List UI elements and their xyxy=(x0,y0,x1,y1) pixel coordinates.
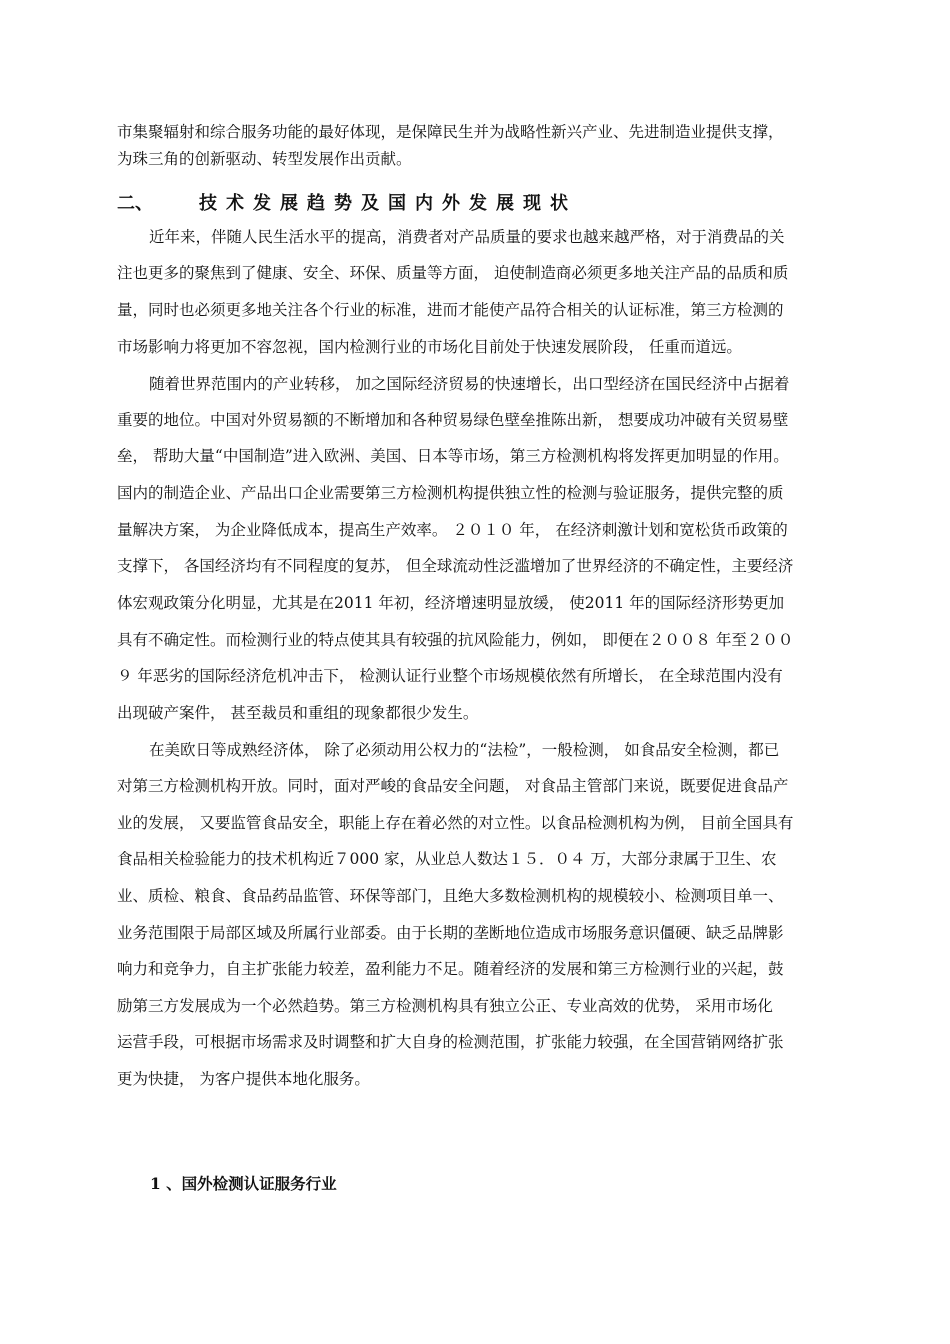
paragraph2-line-10: 出现破产案件， 甚至裁员和重组的现象都很少发生。 xyxy=(117,704,479,722)
paragraph3-line-2: 对第三方检测机构开放。同时，面对严峻的食品安全问题， 对食品主管部门来说，既要促进食品产 xyxy=(117,777,789,795)
paragraph3-line-6: 业务范围限于局部区域及所属行业部委。由于长期的垄断地位造成市场服务意识僵硬、缺乏品牌影 xyxy=(117,924,784,942)
intro-line-1: 市集聚辐射和综合服务功能的最好体现，是保障民生并为战略性新兴产业、先进制造业提供支撑， xyxy=(117,123,784,141)
paragraph1-line-4: 市场影响力将更加不容忽视，国内检测行业的市场化目前处于快速发展阶段， 任重而道远。 xyxy=(117,338,742,356)
paragraph2-line-4: 国内的制造企业、产品出口企业需要第三方检测机构提供独立性的检测与验证服务，提供完整的质 xyxy=(117,484,784,502)
paragraph3-line-7: 响力和竞争力，自主扩张能力较差，盈利能力不足。随着经济的发展和第三方检测行业的兴起，鼓 xyxy=(117,960,784,978)
paragraph1-line-3: 量，同时也必须更多地关注各个行业的标准，进而才能使产品符合相关的认证标准，第三方检测的 xyxy=(117,301,784,319)
paragraph2-line-3: 垒， 帮助大量“中国制造”进入欧洲、美国、日本等市场，第三方检测机构将发挥更加明显的作用。 xyxy=(117,447,789,465)
paragraph3-line-3: 业的发展， 又要监管食品安全，职能上存在着必然的对立性。以食品检测机构为例， 目前全国具有 xyxy=(117,814,794,832)
paragraph3-line-4: 食品相关检验能力的技术机构近７000 家，从业总人数达１５．０４ 万，大部分隶属于卫生、农 xyxy=(117,850,777,868)
paragraph3-line-5: 业、质检、粮食、食品药品监管、环保等部门，且绝大多数检测机构的规模较小、检测项目单一、 xyxy=(117,887,784,905)
paragraph2-line-6: 支撑下， 各国经济均有不同程度的复苏， 但全球流动性泛滥增加了世界经济的不确定性，主要经济 xyxy=(117,557,794,575)
paragraph3-line-9: 运营手段，可根据市场需求及时调整和扩大自身的检测范围，扩张能力较强，在全国营销网络扩张 xyxy=(117,1033,784,1051)
paragraph2-line-8: 具有不确定性。而检测行业的特点使其具有较强的抗风险能力，例如， 即便在２００８ 年至２００ xyxy=(117,631,794,649)
paragraph1-line-1: 近年来，伴随人民生活水平的提高，消费者对产品质量的要求也越来越严格，对于消费品的关 xyxy=(149,228,785,246)
intro-line-2: 为珠三角的创新驱动、转型发展作出贡献。 xyxy=(117,150,412,168)
section-number: 二、 xyxy=(117,193,153,214)
paragraph1-line-2: 注也更多的聚焦到了健康、安全、环保、质量等方面， 迫使制造商必须更多地关注产品的品质和质 xyxy=(117,264,789,282)
paragraph3-line-8: 励第三方发展成为一个必然趋势。第三方检测机构具有独立公正、专业高效的优势， 采用市场化 xyxy=(117,997,773,1015)
paragraph3-line-10: 更为快捷， 为客户提供本地化服务。 xyxy=(117,1070,370,1088)
section-heading xyxy=(117,192,577,216)
paragraph2-line-9: ９ 年恶劣的国际经济危机冲击下， 检测认证行业整个市场规模依然有所增长， 在全球范围内没有 xyxy=(117,667,783,685)
section-title: 技术发展趋势及国内外发展现状 xyxy=(199,193,577,214)
paragraph2-line-1: 随着世界范围内的产业转移， 加之国际经济贸易的快速增长，出口型经济在国民经济中占据着 xyxy=(149,375,790,393)
paragraph2-line-5: 量解决方案， 为企业降低成本，提高生产效率。 ２０１０ 年， 在经济刺激计划和宽松货币政策的 xyxy=(117,521,788,539)
subsection-heading: 1 、国外检测认证服务行业 xyxy=(150,1174,337,1193)
paragraph3-line-1: 在美欧日等成熟经济体， 除了必须动用公权力的“法检”，一般检测， 如食品安全检测，都已 xyxy=(149,741,780,759)
paragraph2-line-7: 体宏观政策分化明显，尤其是在2011 年初，经济增速明显放缓， 使2011 年的国际经济形势更加 xyxy=(117,594,785,612)
paragraph2-line-2: 重要的地位。中国对外贸易额的不断增加和各种贸易绿色壁垒推陈出新， 想要成功冲破有关贸易壁 xyxy=(117,411,789,429)
